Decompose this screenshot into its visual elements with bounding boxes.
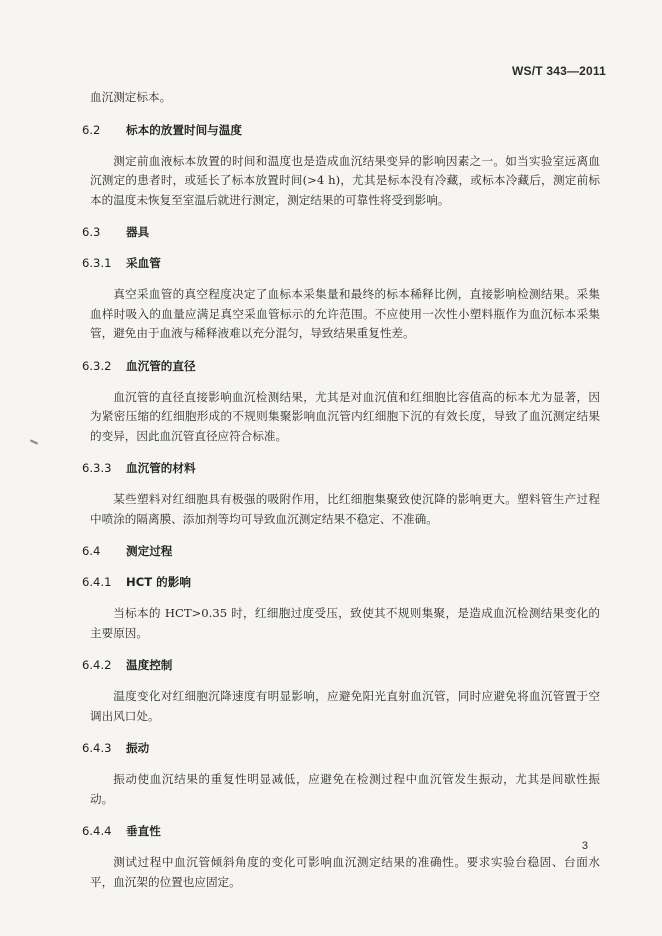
section-number: 6.3.2 — [82, 358, 112, 373]
body-paragraph: 测试过程中血沉管倾斜角度的变化可影响血沉测定结果的准确性。要求实验台稳固、台面水平，血沉架的位置也应固定。 — [90, 855, 600, 889]
section-heading — [82, 822, 600, 840]
body-paragraph: 血沉管的直径直接影响血沉检测结果，尤其是对血沉值和红细胞比容值高的标本尤为显著，因为紧密压缩的红细胞形成的不规则集聚影响血沉管内红细胞下沉的有效长度，导致了血沉测定结果的变异，因此血沉管直径应符合标准。 — [90, 389, 600, 443]
section-heading — [82, 656, 600, 674]
body-paragraph: 真空采血管的真空程度决定了血标本采集量和最终的标本稀释比例，直接影响检测结果。采集血样时吸入的血量应满足真空采血管标示的允许范围。不应使用一次性小塑料瓶作为血沉标本采集管，避免由于血液与稀释液难以充分混匀，导致结果重复性差。 — [90, 287, 600, 340]
section-title: 振动 — [126, 741, 150, 755]
section-title: 标本的放置时间与温度 — [126, 122, 242, 137]
body-paragraph: 某些塑料对红细胞具有极强的吸附作用，比红细胞集聚致使沉降的影响更大。塑料管生产过程中喷涂的隔离膜、添加剂等均可导致血沉测定结果不稳定、不准确。 — [90, 492, 600, 526]
section-heading — [82, 254, 600, 272]
section-title: 采血管 — [126, 256, 161, 270]
section-number: 6.4.1 — [82, 575, 112, 589]
body-paragraph: 温度变化对红细胞沉降速度有明显影响，应避免阳光直射血沉管，同时应避免将血沉管置于空调出风口处。 — [90, 689, 600, 723]
document-code: WS/T 343—2011 — [512, 64, 606, 78]
section-number: 6.4 — [82, 544, 101, 558]
section-number: 6.3.3 — [82, 461, 112, 475]
section-heading — [82, 357, 600, 375]
section-title: 血沉管的材料 — [126, 461, 196, 475]
section-title: HCT 的影响 — [126, 575, 191, 589]
margin-mark — [30, 439, 38, 444]
section-number: 6.2 — [82, 122, 101, 137]
body-paragraph: 血沉测定标本。 — [90, 90, 172, 104]
document-body — [82, 88, 600, 905]
section-title: 器具 — [126, 225, 150, 239]
section-heading — [82, 459, 600, 477]
section-heading — [82, 542, 600, 560]
section-heading — [82, 739, 600, 757]
section-title: 温度控制 — [126, 658, 173, 672]
body-paragraph: 测定前血液标本放置的时间和温度也是造成血沉结果变异的影响因素之一。如当实验室远离血沉测定的患者时，或延长了标本放置时间(>4 h)，尤其是标本没有冷藏，或标本冷藏后，测定前标本的温度未恢复至室温后就进行测定，测定结果的可靠性将受到影响。 — [90, 153, 600, 207]
section-heading — [82, 573, 600, 591]
section-number: 6.4.3 — [82, 741, 112, 755]
body-paragraph: 振动使血沉结果的重复性明显减低，应避免在检测过程中血沉管发生振动，尤其是间歇性振动。 — [90, 772, 600, 806]
section-title: 垂直性 — [126, 824, 161, 838]
section-heading — [82, 223, 600, 241]
section-number: 6.3.1 — [82, 256, 112, 270]
section-number: 6.4.2 — [82, 658, 112, 672]
section-title: 血沉管的直径 — [126, 358, 196, 373]
section-number: 6.4.4 — [82, 824, 112, 838]
section-heading — [82, 121, 600, 139]
section-title: 测定过程 — [126, 544, 173, 558]
page-number: 3 — [581, 840, 588, 852]
section-number: 6.3 — [82, 225, 101, 239]
body-paragraph: 当标本的 HCT>0.35 时，红细胞过度受压，致使其不规则集聚，是造成血沉检测结果变化的主要原因。 — [90, 606, 600, 640]
